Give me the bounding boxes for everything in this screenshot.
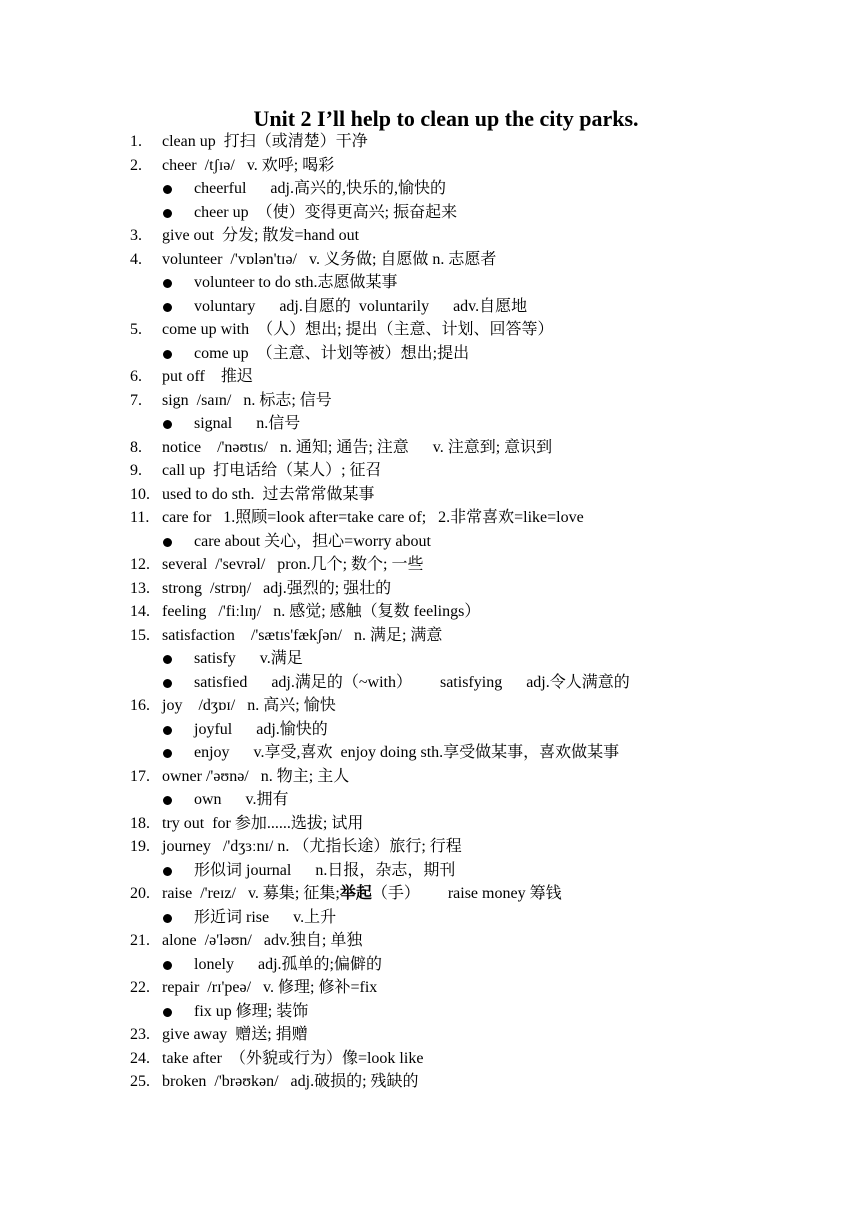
page-title: Unit 2 I’ll help to clean up the city parks. (253, 106, 639, 131)
entry-number: 18. (130, 814, 150, 832)
entry-text (194, 271, 398, 295)
entry-text (194, 718, 328, 742)
vocab-entry (0, 130, 860, 154)
entry-text (194, 671, 630, 695)
bullet-icon (163, 914, 172, 923)
vocab-entry (0, 929, 860, 953)
text-segment: 形似词 journal n.日报，杂志，期刊 (194, 861, 456, 879)
text-segment: voluntary adj.自愿的 voluntarily adv.自愿地 (194, 297, 528, 315)
entry-number: 3. (130, 227, 142, 244)
text-segment: owner /'əʊnə/ n. 物主; 主人 (162, 767, 350, 785)
text-segment: joyful adj.愉快的 (194, 720, 328, 738)
entry-text (162, 624, 442, 648)
entry-number: 6. (130, 368, 142, 385)
text-segment: care about 关心，担心=worry about (194, 532, 431, 550)
entry-text (162, 318, 554, 342)
bullet-icon (163, 538, 172, 547)
text-segment: raise /'reɪz/ v. 募集; 征集; (162, 885, 340, 902)
entry-text (162, 812, 363, 836)
sub-entry (0, 271, 860, 295)
entry-text (162, 248, 496, 272)
entry-text (194, 295, 527, 319)
entry-number: 24. (130, 1049, 150, 1067)
text-segment: （手） raise money 筹钱 (371, 885, 562, 902)
text-segment: lonely adj.孤单的;偏僻的 (194, 955, 382, 973)
text-segment: give away 赠送; 捐赠 (162, 1026, 308, 1043)
bullet-icon (163, 749, 172, 758)
text-segment: feeling /'fiːlɪŋ/ n. 感觉; 感触（复数 feelings） (162, 603, 481, 620)
entry-number: 4. (130, 250, 142, 268)
text-segment: sign /saɪn/ n. 标志; 信号 (162, 391, 332, 409)
text-segment: satisfy v.满足 (194, 650, 303, 667)
bullet-icon (163, 279, 172, 288)
entry-number: 12. (130, 556, 150, 573)
entry-text (162, 577, 391, 601)
text-segment: care for 1.照顾=look after=take care of; 2.非常喜欢=like=love (162, 509, 584, 526)
vocab-entry (0, 154, 860, 178)
vocab-entry (0, 835, 860, 859)
vocab-entry (0, 318, 860, 342)
text-segment: journey /'dʒɜːnɪ/ n. （尤指长途）旅行; 行程 (162, 838, 462, 855)
entry-text (194, 859, 455, 883)
bold-text-segment: 举起 (339, 885, 372, 902)
entry-text (162, 765, 349, 789)
vocab-entry (0, 365, 860, 389)
entry-text (162, 483, 374, 507)
sub-entry (0, 671, 860, 695)
entry-text (162, 1070, 419, 1094)
sub-entry (0, 177, 860, 201)
vocab-entry (0, 600, 860, 624)
entry-text (194, 412, 300, 436)
text-segment: satisfied adj.满足的（~with） satisfying adj.令人满意的 (194, 673, 630, 691)
text-segment: try out for 参加......选拔; 试用 (162, 814, 364, 832)
entry-number: 5. (130, 321, 142, 338)
entry-number: 19. (130, 838, 150, 855)
text-segment: call up 打电话给（某人）; 征召 (162, 462, 382, 479)
sub-entry (0, 647, 860, 671)
entry-text (162, 436, 552, 460)
sub-entry (0, 718, 860, 742)
text-segment: own v.拥有 (194, 791, 289, 808)
text-segment: strong /strɒŋ/ adj.强烈的; 强壮的 (162, 579, 392, 597)
entry-number: 21. (130, 932, 150, 949)
vocab-entry (0, 976, 860, 1000)
text-segment: cheer /tʃɪə/ v. 欢呼; 喝彩 (162, 156, 335, 174)
sub-entry (0, 859, 860, 883)
entry-text (162, 882, 562, 906)
vocab-entry (0, 1023, 860, 1047)
sub-entry (0, 342, 860, 366)
entry-number: 23. (130, 1026, 150, 1043)
entry-text (162, 1047, 423, 1071)
sub-entry (0, 1000, 860, 1024)
entry-number: 13. (130, 579, 150, 597)
text-segment: repair /rɪ'peə/ v. 修理; 修补=fix (162, 979, 378, 996)
entry-number: 16. (130, 697, 150, 714)
text-segment: used to do sth. 过去常常做某事 (162, 485, 375, 503)
sub-entry (0, 530, 860, 554)
vocab-entry (0, 553, 860, 577)
vocab-entry (0, 483, 860, 507)
vocab-entry (0, 1070, 860, 1094)
text-segment: clean up 打扫（或清楚）干净 (162, 133, 368, 150)
bullet-icon (163, 655, 172, 664)
vocab-entry (0, 624, 860, 648)
text-segment: come up （主意、计划等被）想出;提出 (194, 344, 470, 362)
sub-entry (0, 201, 860, 225)
entry-number: 9. (130, 462, 142, 479)
entry-text (162, 976, 377, 1000)
entry-text (194, 741, 619, 765)
text-segment: come up with （人）想出; 提出（主意、计划、回答等） (162, 321, 554, 338)
vocab-entry (0, 577, 860, 601)
vocab-entry (0, 882, 860, 906)
text-segment: joy /dʒɒɪ/ n. 高兴; 愉快 (162, 697, 336, 714)
text-segment: cheerful adj.高兴的,快乐的,愉快的 (194, 180, 446, 197)
bullet-icon (163, 961, 172, 970)
bullet-icon (163, 1008, 172, 1017)
bullet-icon (163, 185, 172, 194)
entry-text (194, 647, 303, 671)
entry-number: 10. (130, 485, 150, 503)
sub-entry (0, 906, 860, 930)
entry-text (194, 177, 446, 201)
text-segment: take after （外貌或行为）像=look like (162, 1049, 424, 1067)
entry-text (162, 506, 584, 530)
sub-entry (0, 953, 860, 977)
sub-entry (0, 741, 860, 765)
entry-number: 15. (130, 626, 150, 644)
entry-text (162, 459, 382, 483)
entry-number: 8. (130, 438, 142, 456)
entry-text (194, 906, 336, 930)
vocab-entry (0, 765, 860, 789)
entry-text (194, 953, 382, 977)
sub-entry (0, 295, 860, 319)
entry-text (162, 553, 424, 577)
text-segment: volunteer /'vɒlən'tɪə/ v. 义务做; 自愿做 n. 志愿者 (162, 250, 497, 268)
bullet-icon (163, 420, 172, 429)
text-segment: notice /'nəʊtɪs/ n. 通知; 通告; 注意 v. 注意到; 意识到 (162, 438, 553, 456)
vocab-entry (0, 1047, 860, 1071)
text-segment: fix up 修理; 装饰 (194, 1002, 309, 1020)
bullet-icon (163, 303, 172, 312)
text-segment: give out 分发; 散发=hand out (162, 227, 360, 244)
entry-number: 25. (130, 1073, 150, 1090)
bullet-icon (163, 350, 172, 359)
vocab-entry (0, 389, 860, 413)
entry-text (162, 835, 462, 859)
text-segment: enjoy v.享受,喜欢 enjoy doing sth.享受做某事，喜欢做某事 (194, 744, 620, 761)
vocab-entry (0, 812, 860, 836)
entry-number: 17. (130, 767, 150, 785)
vocab-entry (0, 694, 860, 718)
vocab-entry (0, 436, 860, 460)
entry-text (162, 224, 359, 248)
entry-number: 22. (130, 979, 150, 996)
text-segment: broken /'brəʊkən/ adj.破损的; 残缺的 (162, 1073, 419, 1090)
entry-number: 2. (130, 156, 142, 174)
entry-text (162, 130, 368, 154)
entry-text (194, 530, 431, 554)
sub-entry (0, 788, 860, 812)
text-segment: volunteer to do sth.志愿做某事 (194, 274, 398, 291)
entry-text (162, 365, 253, 389)
vocab-entry (0, 506, 860, 530)
text-segment: put off 推迟 (162, 368, 253, 385)
entry-text (162, 929, 362, 953)
entry-text (162, 694, 336, 718)
sub-entry (0, 412, 860, 436)
entry-number: 11. (130, 509, 150, 526)
entry-text (162, 389, 332, 413)
entry-number: 14. (130, 603, 150, 620)
entry-text (162, 154, 334, 178)
bullet-icon (163, 796, 172, 805)
entry-text (194, 342, 469, 366)
vocab-entry (0, 224, 860, 248)
entry-text (194, 201, 457, 225)
entry-text (194, 788, 289, 812)
entry-text (162, 600, 480, 624)
text-segment: cheer up （使）变得更高兴; 振奋起来 (194, 203, 458, 221)
text-segment: alone /ə'ləʊn/ adv.独自; 单独 (162, 932, 363, 949)
vocab-entry (0, 459, 860, 483)
bullet-icon (163, 726, 172, 735)
entry-number: 7. (130, 391, 142, 409)
text-segment: satisfaction /'sætɪs'fækʃən/ n. 满足; 满意 (162, 626, 443, 644)
entry-text (194, 1000, 308, 1024)
vocab-entry (0, 248, 860, 272)
entry-number: 20. (130, 885, 150, 902)
bullet-icon (163, 867, 172, 876)
bullet-icon (163, 679, 172, 688)
entry-text (162, 1023, 308, 1047)
text-segment: signal n.信号 (194, 415, 301, 432)
text-segment: 形近词 rise v.上升 (194, 908, 337, 926)
bullet-icon (163, 209, 172, 218)
entry-number: 1. (130, 133, 142, 150)
text-segment: several /'sevrəl/ pron.几个; 数个; 一些 (162, 556, 424, 573)
